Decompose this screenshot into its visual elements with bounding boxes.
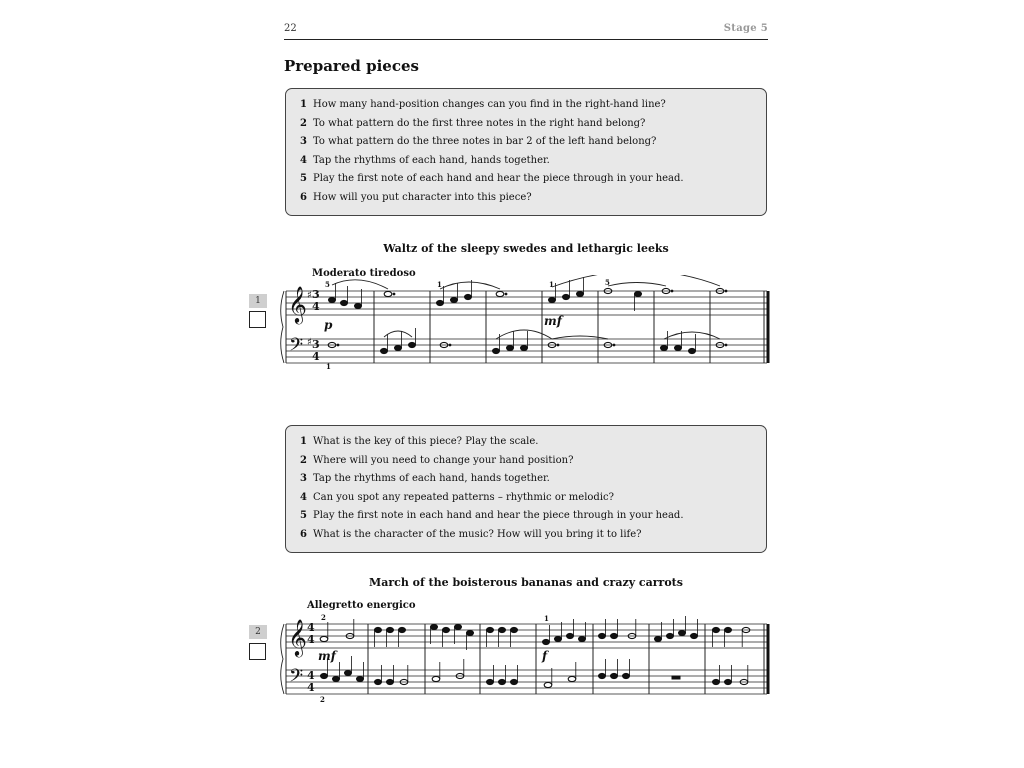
- question-item: 6 How will you put character into this piece?: [300, 191, 532, 203]
- bass-staff: [286, 670, 767, 694]
- fingering: 1: [549, 280, 554, 289]
- bass-clef: 𝄢: [289, 666, 304, 691]
- dynamic-mf: mf: [318, 649, 336, 663]
- brace: [281, 291, 284, 363]
- svg-text:♯: ♯: [307, 337, 312, 348]
- question-item: 2 To what pattern do the first three notes in the right hand belong?: [300, 117, 646, 129]
- question-item: 1 How many hand-position changes can you find in the right-hand line?: [300, 99, 666, 110]
- question-item: 5 Play the first note of each hand and hear the piece through in your head.: [300, 173, 684, 184]
- piece-2-score: [280, 608, 772, 708]
- section-title: Prepared pieces: [284, 57, 419, 75]
- piece-1-score: [280, 275, 772, 375]
- stage-label: Stage 5: [723, 23, 768, 34]
- time-sig-top: 3 4: [312, 288, 320, 313]
- dynamic-p: p: [324, 318, 333, 332]
- fingering: 5: [605, 278, 610, 287]
- question-item: 4 Can you spot any repeated patterns – rhythmic or melodic?: [300, 491, 614, 503]
- page-header: [284, 21, 768, 40]
- bass-notes: [328, 328, 727, 354]
- question-item: 2 Where will you need to change your hand position?: [300, 454, 574, 466]
- fingering: 2: [321, 613, 326, 622]
- question-item: 6 What is the character of the music? How will you bring it to life?: [300, 528, 642, 540]
- question-box-2: [285, 425, 767, 553]
- whole-rest: [672, 676, 680, 679]
- piece-1-checkbox[interactable]: [249, 311, 266, 328]
- time-sig-top: 4 4: [307, 621, 315, 646]
- question-item: 1 What is the key of this piece? Play the scale.: [300, 436, 539, 447]
- piece-1-tempo: Moderato tiredoso: [312, 268, 416, 279]
- bass-clef: 𝄢: [289, 335, 304, 360]
- dynamic-f: f: [542, 649, 548, 663]
- fingering: 5: [325, 280, 330, 289]
- question-item: 4 Tap the rhythms of each hand, hands together.: [300, 154, 550, 166]
- piece-1-title: Waltz of the sleepy swedes and lethargic leeks: [383, 242, 669, 255]
- treble-clef: 𝄞: [288, 618, 307, 656]
- question-box-1: [285, 88, 767, 216]
- treble-notes: [329, 277, 727, 311]
- question-item: 3 Tap the rhythms of each hand, hands together.: [300, 473, 550, 484]
- time-sig-bottom: 4 4: [307, 669, 315, 694]
- time-sig-bottom: 3 4: [312, 338, 320, 363]
- question-item: 3 To what pattern do the three notes in bar 2 of the left hand belong?: [300, 136, 657, 147]
- fingering: 1: [437, 280, 442, 289]
- piece-2-tempo: Allegretto energico: [307, 600, 416, 611]
- barlines: [374, 291, 768, 363]
- treble-notes: [320, 616, 750, 650]
- piece-2-title: March of the boisterous bananas and crazy carrots: [369, 576, 683, 589]
- treble-clef: 𝄞: [288, 285, 307, 323]
- fingering: 2: [320, 695, 325, 704]
- fingering: 1: [544, 614, 549, 623]
- page-number: 22: [284, 23, 297, 34]
- dynamic-mf: mf: [544, 314, 562, 328]
- piece-2-number: 2: [249, 625, 267, 639]
- brace: [281, 624, 284, 694]
- question-item: 5 Play the first note in each hand and hear the piece through in your head.: [300, 510, 684, 521]
- piece-1-number: 1: [249, 294, 267, 308]
- fingering: 1: [326, 362, 331, 371]
- bass-notes: [321, 656, 748, 688]
- svg-text:♯: ♯: [307, 290, 312, 301]
- piece-2-checkbox[interactable]: [249, 643, 266, 660]
